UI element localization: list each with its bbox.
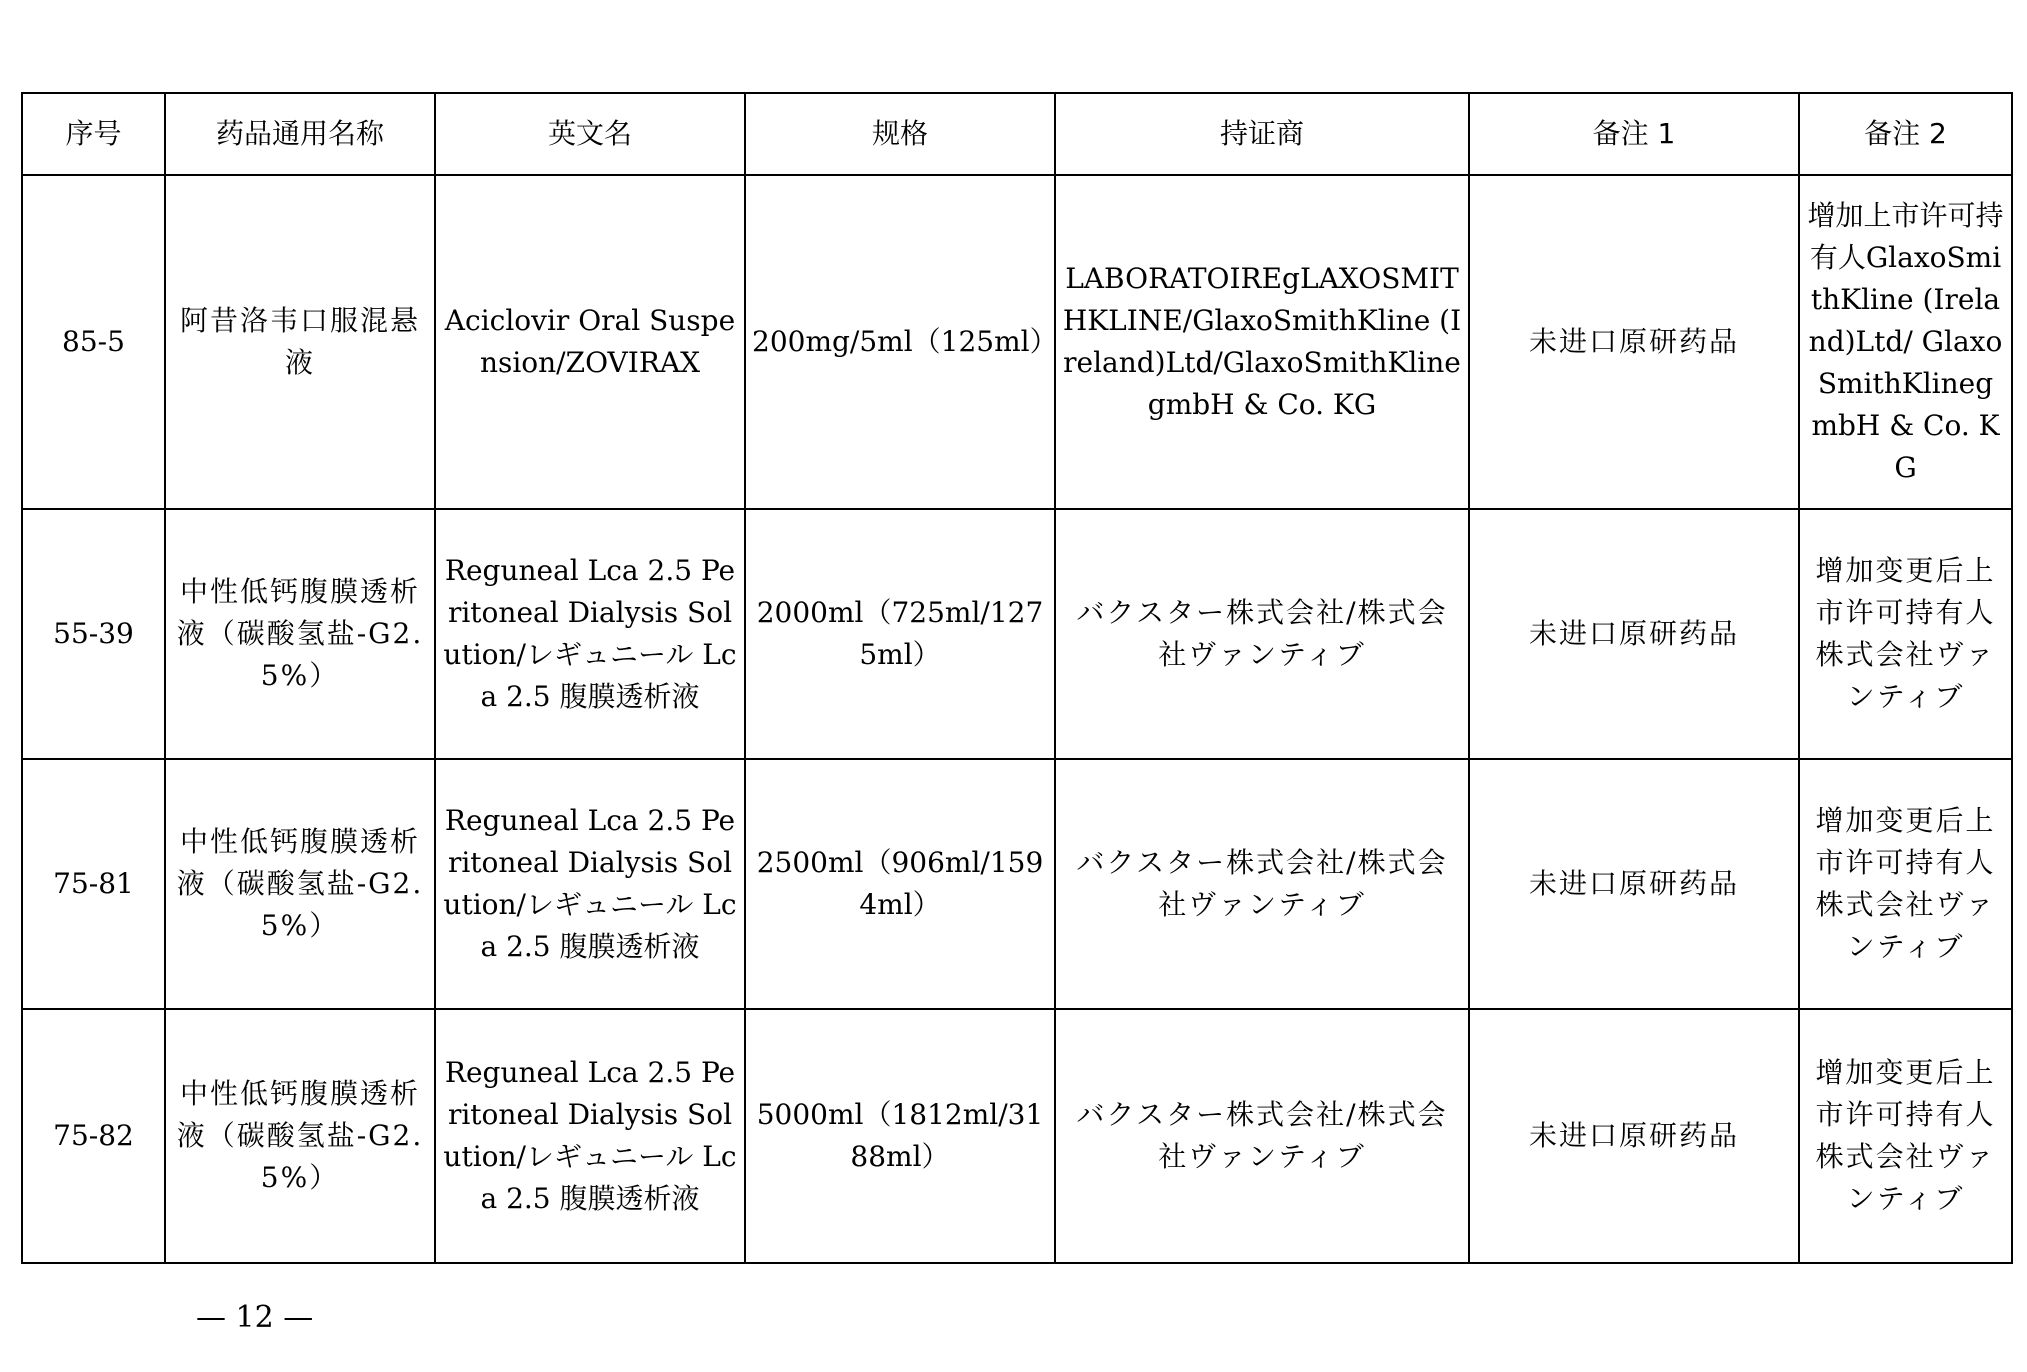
cell-serial-number: 55-39: [22, 509, 165, 759]
header-note-1: 备注 1: [1469, 93, 1799, 175]
cell-license-holder: LABORATOIREgLAXOSMITHKLINE/GlaxoSmithKline (Ireland)Ltd/GlaxoSmithKlinegmbH & Co. KG: [1055, 175, 1469, 509]
cell-note-2: 增加变更后上市许可持有人株式会社ヴァンティブ: [1799, 759, 2012, 1009]
cell-english-name: Reguneal Lca 2.5 Peritoneal Dialysis Solution/レギュニール Lca 2.5 腹膜透析液: [435, 509, 745, 759]
header-specification: 规格: [745, 93, 1055, 175]
cell-english-name: Reguneal Lca 2.5 Peritoneal Dialysis Solution/レギュニール Lca 2.5 腹膜透析液: [435, 1009, 745, 1263]
table-header-row: [22, 93, 2012, 175]
cell-note-2: 增加上市许可持有人GlaxoSmithKline (Ireland)Ltd/ GlaxoSmithKlinegmbH & Co. KG: [1799, 175, 2012, 509]
cell-license-holder: バクスター株式会社/株式会社ヴァンティブ: [1055, 1009, 1469, 1263]
cell-english-name: Reguneal Lca 2.5 Peritoneal Dialysis Solution/レギュニール Lca 2.5 腹膜透析液: [435, 759, 745, 1009]
cell-specification: 200mg/5ml（125ml）: [745, 175, 1055, 509]
drug-table: [21, 92, 2013, 1264]
table-row: [22, 1009, 2012, 1263]
table-row: [22, 175, 2012, 509]
cell-note-1: 未进口原研药品: [1469, 509, 1799, 759]
header-note-2: 备注 2: [1799, 93, 2012, 175]
header-license-holder: 持证商: [1055, 93, 1469, 175]
cell-english-name: Aciclovir Oral Suspension/ZOVIRAX: [435, 175, 745, 509]
cell-serial-number: 85-5: [22, 175, 165, 509]
cell-note-1: 未进口原研药品: [1469, 1009, 1799, 1263]
cell-generic-name: 中性低钙腹膜透析液（碳酸氢盐-G2.5%）: [165, 759, 435, 1009]
cell-note-2: 增加变更后上市许可持有人株式会社ヴァンティブ: [1799, 509, 2012, 759]
cell-specification: 2000ml（725ml/1275ml）: [745, 509, 1055, 759]
cell-specification: 5000ml（1812ml/3188ml）: [745, 1009, 1055, 1263]
table-row: [22, 759, 2012, 1009]
cell-note-1: 未进口原研药品: [1469, 175, 1799, 509]
header-generic-name: 药品通用名称: [165, 93, 435, 175]
table-row: [22, 509, 2012, 759]
cell-note-1: 未进口原研药品: [1469, 759, 1799, 1009]
page-number: — 12 —: [196, 1300, 314, 1335]
cell-serial-number: 75-82: [22, 1009, 165, 1263]
cell-specification: 2500ml（906ml/1594ml）: [745, 759, 1055, 1009]
cell-license-holder: バクスター株式会社/株式会社ヴァンティブ: [1055, 509, 1469, 759]
cell-generic-name: 中性低钙腹膜透析液（碳酸氢盐-G2.5%）: [165, 509, 435, 759]
cell-generic-name: 阿昔洛韦口服混悬液: [165, 175, 435, 509]
cell-generic-name: 中性低钙腹膜透析液（碳酸氢盐-G2.5%）: [165, 1009, 435, 1263]
header-english-name: 英文名: [435, 93, 745, 175]
header-serial-number: 序号: [22, 93, 165, 175]
cell-license-holder: バクスター株式会社/株式会社ヴァンティブ: [1055, 759, 1469, 1009]
cell-note-2: 增加变更后上市许可持有人株式会社ヴァンティブ: [1799, 1009, 2012, 1263]
cell-serial-number: 75-81: [22, 759, 165, 1009]
